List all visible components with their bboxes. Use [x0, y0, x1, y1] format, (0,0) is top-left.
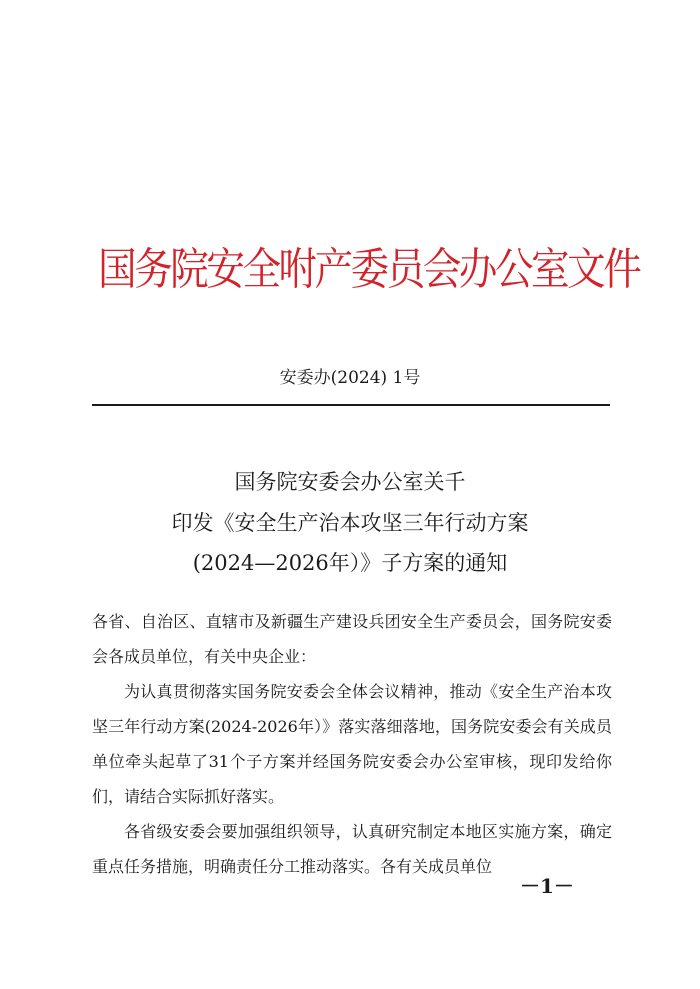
document-header-title: 国务院安全咐产委员会办公室文件	[98, 244, 640, 295]
addressee-paragraph: 各省、自治区、直辖市及新疆生产建设兵团安全生产委员会，国务院安委会各成员单位，有关中央企业：	[92, 612, 612, 666]
notice-title-line-3: (2024—2026年）》子方案的通知	[192, 551, 508, 575]
body-paragraph-2: 各省级安委会要加强组织领导，认真研究制定本地区实施方案，确定重点任务措施，明确责任分工推动落实。各有关成员单位	[92, 822, 612, 876]
body-paragraph-1: 为认真贯彻落实国务院安委会全体会议精神，推动《安全生产治本攻坚三年行动方案(2024-2026年）》落实落细落地，国务院安委会有关成员单位牵头起草了31个子方案并经国务院安委会办公室审核，现印发给你们，请结合实际抓好落实。	[92, 682, 612, 806]
notice-title-line-1: 国务院安委会办公室关千	[234, 470, 466, 494]
document-number: 安委办(2024) 1号	[279, 368, 421, 388]
notice-body	[92, 604, 612, 884]
header-divider	[92, 404, 610, 406]
notice-title-line-2: 印发《安全生产治本攻坚三年行动方案	[171, 511, 529, 535]
page-number: －1－	[520, 874, 574, 898]
